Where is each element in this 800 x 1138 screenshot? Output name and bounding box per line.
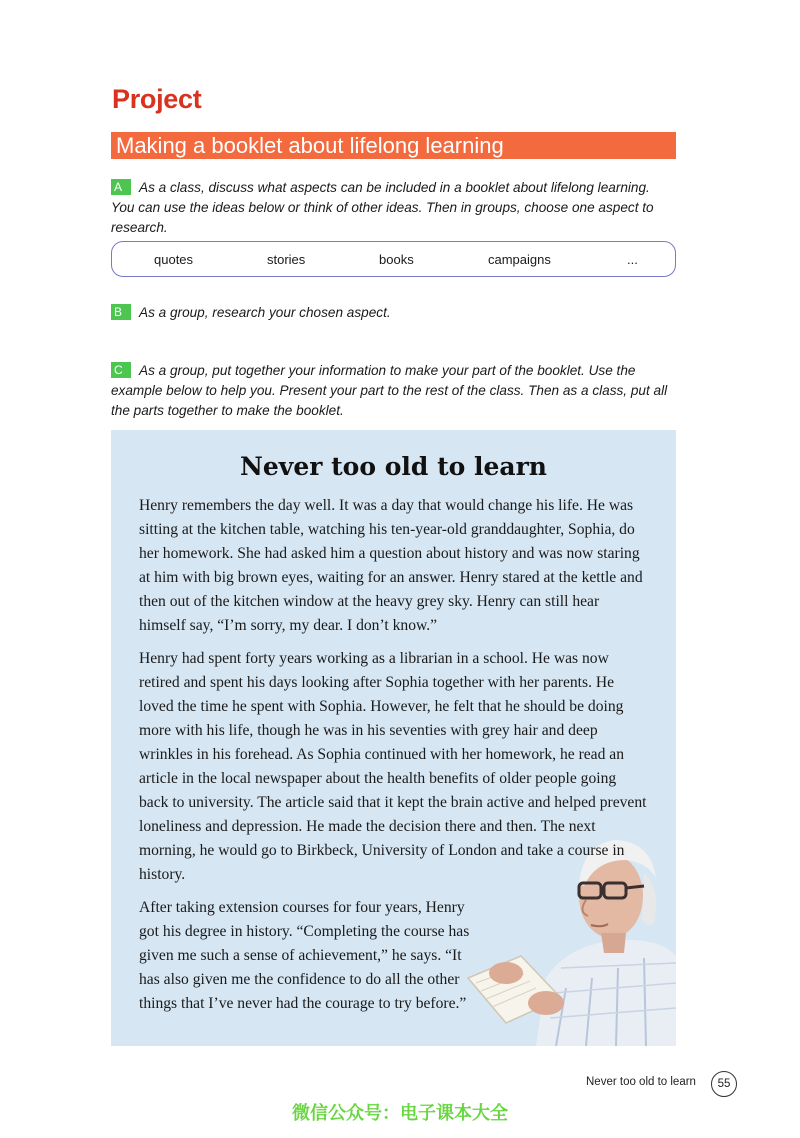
footer-label: Never too old to learn [586,1076,696,1088]
task-text-a: As a class, discuss what aspects can be included in a booklet about lifelong learning. You can use the ideas below or think of other ideas. Then in groups, choose one aspect to research. [111,180,654,235]
project-heading: Project [112,84,202,114]
idea-item: quotes [154,252,194,267]
story-paragraph: After taking extension courses for four years, Henry got his degree in history. “Completing the course has given me such a sense of achievement,” he says. “It has also given me the confidence to do all the other things that I’ve never had the courage to try before.” [139,899,470,1012]
task-a [111,178,676,238]
story-title: Never too old to learn [240,452,547,481]
task-letter-a: A [111,179,131,195]
task-text-c: As a group, put together your information to make your part of the booklet. Use the example below to help you. Present your part to the rest of the class. Then as a class, put all the parts together to make the booklet. [111,363,668,418]
task-text-b: As a group, research your chosen aspect. [139,305,391,320]
story-paragraph: Henry remembers the day well. It was a day that would change his life. He was sitting at the kitchen table, watching his ten-year-old granddaughter, Sophia, do her homework. She had asked him a question about history and was now staring at him with big brown eyes, waiting for an answer. Henry stared at the kettle and then out of the kitchen window at the heavy grey sky. Henry can still hear himself say, “I’m sorry, my dear. I don’t know.” [139,497,643,634]
task-letter-c: C [111,362,131,378]
task-c [111,361,676,421]
idea-item: campaigns [488,252,551,267]
page-number: 55 [711,1071,737,1097]
task-letter-b: B [111,304,131,320]
story-panel [111,430,676,1046]
task-b [111,303,676,323]
idea-item: stories [267,252,306,267]
watermark-text: 微信公众号：电子课本大全 [292,1103,508,1124]
idea-item: books [379,252,414,267]
story-body [139,494,649,1025]
section-title: Making a booklet about lifelong learning [111,132,676,159]
story-paragraph: Henry had spent forty years working as a librarian in a school. He was now retired and spent his days looking after Sophia together with her parents. He loved the time he spent with Sophia. However, he felt that he should be doing more with his life, though he was in his seventies with grey hair and deep wrinkles in his forehead. As Sophia continued with her homework, he read an article in the local newspaper about the health benefits of older people going back to university. The article said that it kept the brain active and helped prevent loneliness and depression. He made the decision there and then. The next morning, he would go to Birkbeck, University of London and take a course in history. [139,650,647,883]
idea-item: ... [627,252,638,267]
ideas-box [111,241,676,277]
